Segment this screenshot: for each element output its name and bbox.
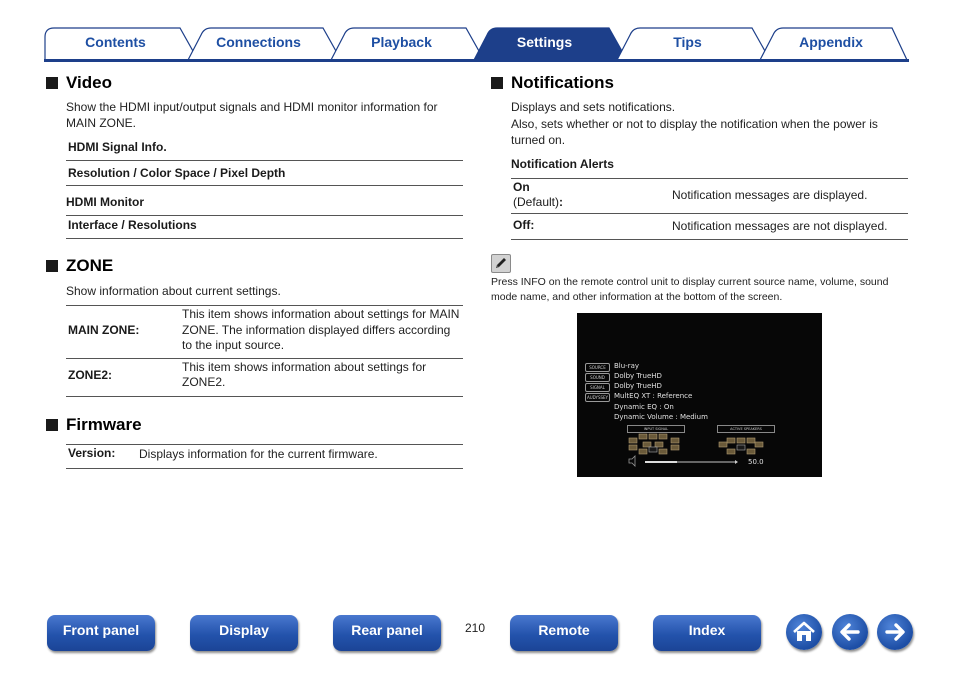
tab-connections-label: Connections xyxy=(216,34,301,50)
notifications-heading xyxy=(491,72,909,94)
osd-signal-tag: SIGNAL xyxy=(585,383,610,392)
zone-zone2-label: ZONE2: xyxy=(68,368,113,382)
front-panel-button[interactable]: Front panel xyxy=(47,615,155,651)
firmware-title: Firmware xyxy=(66,414,142,434)
osd-sound-value: Dolby TrueHD xyxy=(614,372,662,380)
osd-volume-value: 50.0 xyxy=(748,458,764,466)
tab-connections[interactable] xyxy=(187,27,342,60)
osd-input-signal-label: INPUT SIGNAL xyxy=(627,425,685,433)
rear-panel-button[interactable]: Rear panel xyxy=(333,615,441,651)
firmware-row xyxy=(66,444,463,469)
osd-signal-value: Dolby TrueHD xyxy=(614,382,662,390)
note-text: Press INFO on the remote control unit to display current source name, volume, sound mode name, and other information at the bottom of the screen. xyxy=(491,276,889,303)
chapter-tab-bar xyxy=(0,0,954,64)
notifications-desc-1: Displays and sets notifications. xyxy=(511,100,676,114)
zone-description: Show information about current settings. xyxy=(66,284,281,298)
tab-underline xyxy=(44,59,909,62)
arrow-left-icon[interactable] xyxy=(832,614,868,650)
display-button[interactable]: Display xyxy=(190,615,298,651)
video-hdmi-monitor: HDMI Monitor xyxy=(66,186,463,216)
tab-playback[interactable] xyxy=(330,27,485,60)
notification-on-title: On xyxy=(513,180,530,194)
heading-square-icon xyxy=(46,77,58,89)
notifications-title: Notifications xyxy=(511,73,614,92)
zone-zone2-text: This item shows information about settings for ZONE2. xyxy=(182,359,427,389)
tab-appendix[interactable] xyxy=(759,27,909,60)
zone-title: ZONE xyxy=(66,256,114,275)
notification-off-text: Notification messages are not displayed. xyxy=(672,219,888,233)
left-column xyxy=(46,72,464,469)
zone-row-zone2 xyxy=(66,359,463,397)
osd-active-speakers-label: ACTIVE SPEAKERS xyxy=(717,425,775,433)
heading-square-icon xyxy=(46,260,58,272)
zone-main-text: This item shows information about settings for MAIN ZONE. The information displayed differs according to the input source. xyxy=(182,307,460,352)
zone-row-main xyxy=(66,306,463,359)
tab-contents[interactable] xyxy=(44,27,199,60)
firmware-version-text: Displays information for the current firmware. xyxy=(139,446,378,461)
tab-tips-label: Tips xyxy=(673,34,702,50)
firmware-heading xyxy=(46,414,464,436)
notification-on-row xyxy=(511,179,908,214)
osd-speaker-diagram xyxy=(577,313,822,477)
video-title: Video xyxy=(66,73,112,92)
tab-tips[interactable] xyxy=(616,27,771,60)
tab-contents-label: Contents xyxy=(85,34,146,50)
video-interface-row: Interface / Resolutions xyxy=(66,216,463,239)
video-hdmi-signal-info: HDMI Signal Info. xyxy=(66,140,463,161)
tab-settings[interactable] xyxy=(473,27,628,60)
video-description: Show the HDMI input/output signals and HDMI monitor information for MAIN ZONE. xyxy=(66,100,438,130)
remote-button[interactable]: Remote xyxy=(510,615,618,651)
index-button[interactable]: Index xyxy=(653,615,761,651)
page-number: 210 xyxy=(464,621,486,635)
osd-multeq-value: MultEQ XT : Reference xyxy=(614,392,693,400)
tab-playback-label: Playback xyxy=(371,34,432,50)
notification-off-row xyxy=(511,214,908,240)
video-heading xyxy=(46,72,464,94)
osd-dynamic-eq-value: Dynamic EQ : On xyxy=(614,403,674,411)
video-resolution-row: Resolution / Color Space / Pixel Depth xyxy=(66,161,463,186)
tab-appendix-label: Appendix xyxy=(799,34,863,50)
zone-table xyxy=(66,305,463,397)
firmware-version-label: Version: xyxy=(68,445,116,460)
notifications-desc-2: Also, sets whether or not to display the notification when the power is turned on. xyxy=(511,117,878,147)
home-icon[interactable] xyxy=(786,614,822,650)
heading-square-icon xyxy=(46,419,58,431)
zone-heading xyxy=(46,255,464,277)
notification-on-text: Notification messages are displayed. xyxy=(672,188,868,202)
arrow-right-icon[interactable] xyxy=(877,614,913,650)
zone-main-label: MAIN ZONE: xyxy=(68,323,140,338)
pencil-icon xyxy=(491,254,511,273)
notification-alerts-title: Notification Alerts xyxy=(511,157,908,179)
notification-off-label: Off: xyxy=(513,218,535,232)
tab-settings-label: Settings xyxy=(516,34,573,50)
osd-dynamic-volume-value: Dynamic Volume : Medium xyxy=(614,413,708,421)
heading-square-icon xyxy=(491,77,503,89)
osd-source-tag: SOURCE xyxy=(585,363,610,372)
right-column xyxy=(491,72,909,240)
info-screen-example xyxy=(577,313,822,477)
osd-audyssey-tag: AUDYSSEY xyxy=(586,395,609,400)
notification-on-default: (Default) xyxy=(513,195,560,209)
osd-source-value: Blu-ray xyxy=(614,362,640,370)
notification-on-colon: : xyxy=(559,195,564,209)
osd-sound-tag: SOUND xyxy=(585,373,610,382)
notification-on-label xyxy=(511,180,672,210)
